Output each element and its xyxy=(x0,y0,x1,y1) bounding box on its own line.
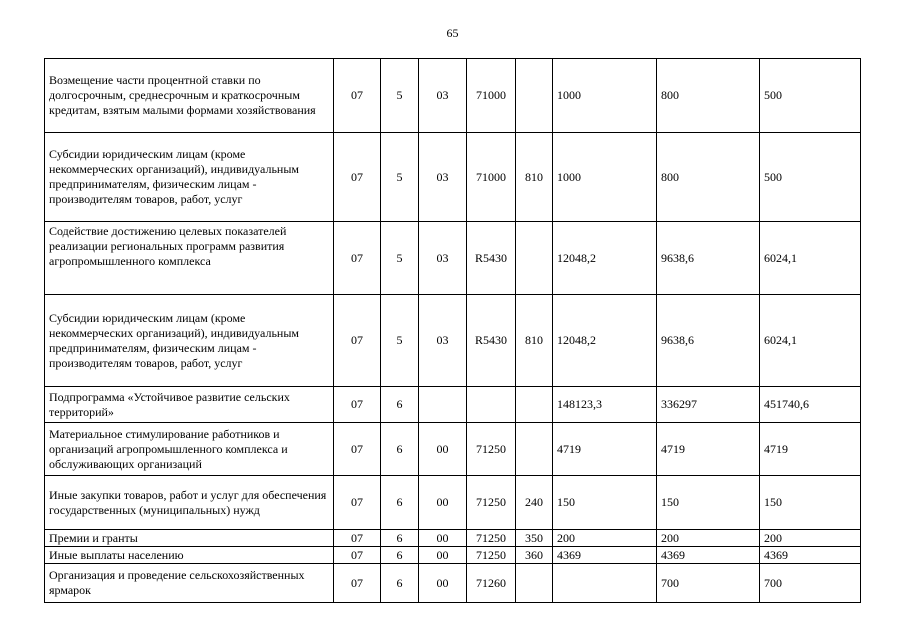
year1-amount: 1000 xyxy=(553,133,657,222)
expense-type-cell: 810 xyxy=(516,133,553,222)
budget-table xyxy=(44,58,861,603)
expense-type-cell: 240 xyxy=(516,476,553,530)
subsection-cell: 6 xyxy=(381,564,419,603)
section-cell: 07 xyxy=(334,295,381,387)
row-name: Субсидии юридическим лицам (кроме некоммерческих организаций), индивидуальным предпринимателям, физическим лицам - производителям товаров, работ, услуг xyxy=(45,133,334,222)
year2-amount: 9638,6 xyxy=(657,222,760,295)
code-cell xyxy=(467,387,516,423)
section-cell: 07 xyxy=(334,387,381,423)
item-cell: 00 xyxy=(419,530,467,547)
year3-amount: 4369 xyxy=(760,547,861,564)
section-cell: 07 xyxy=(334,564,381,603)
row-name: Подпрограмма «Устойчивое развитие сельских территорий» xyxy=(45,387,334,423)
table-row xyxy=(45,476,861,530)
subsection-cell: 5 xyxy=(381,133,419,222)
row-name: Возмещение части процентной ставки по долгосрочным, среднесрочным и краткосрочным кредитам, взятым малыми формами хозяйствования xyxy=(45,59,334,133)
year3-amount: 6024,1 xyxy=(760,222,861,295)
year1-amount: 148123,3 xyxy=(553,387,657,423)
table-row xyxy=(45,133,861,222)
subsection-cell: 6 xyxy=(381,530,419,547)
item-cell: 03 xyxy=(419,222,467,295)
year2-amount: 4369 xyxy=(657,547,760,564)
year2-amount: 800 xyxy=(657,59,760,133)
year2-amount: 4719 xyxy=(657,423,760,476)
row-name: Субсидии юридическим лицам (кроме некоммерческих организаций), индивидуальным предпринимателям, физическим лицам - производителям товаров, работ, услуг xyxy=(45,295,334,387)
expense-type-cell xyxy=(516,387,553,423)
section-cell: 07 xyxy=(334,423,381,476)
expense-type-cell xyxy=(516,423,553,476)
item-cell: 03 xyxy=(419,295,467,387)
code-cell: 71260 xyxy=(467,564,516,603)
year1-amount: 200 xyxy=(553,530,657,547)
section-cell: 07 xyxy=(334,547,381,564)
code-cell: 71250 xyxy=(467,530,516,547)
table-row xyxy=(45,530,861,547)
code-cell: R5430 xyxy=(467,295,516,387)
subsection-cell: 5 xyxy=(381,222,419,295)
year3-amount: 4719 xyxy=(760,423,861,476)
year1-amount: 1000 xyxy=(553,59,657,133)
table-row xyxy=(45,59,861,133)
table-row xyxy=(45,222,861,295)
year3-amount: 200 xyxy=(760,530,861,547)
code-cell: 71000 xyxy=(467,133,516,222)
section-cell: 07 xyxy=(334,530,381,547)
item-cell xyxy=(419,387,467,423)
code-cell: 71000 xyxy=(467,59,516,133)
item-cell: 03 xyxy=(419,59,467,133)
year3-amount: 500 xyxy=(760,133,861,222)
row-name: Содействие достижению целевых показателей реализации региональных программ развития агропромышленного комплекса xyxy=(45,222,334,295)
section-cell: 07 xyxy=(334,222,381,295)
row-name: Организация и проведение сельскохозяйственных ярмарок xyxy=(45,564,334,603)
table-row xyxy=(45,547,861,564)
year2-amount: 336297 xyxy=(657,387,760,423)
item-cell: 00 xyxy=(419,547,467,564)
code-cell: R5430 xyxy=(467,222,516,295)
table-row xyxy=(45,387,861,423)
year3-amount: 500 xyxy=(760,59,861,133)
year3-amount: 451740,6 xyxy=(760,387,861,423)
row-name: Иные закупки товаров, работ и услуг для обеспечения государственных (муниципальных) нужд xyxy=(45,476,334,530)
subsection-cell: 5 xyxy=(381,59,419,133)
item-cell: 00 xyxy=(419,423,467,476)
expense-type-cell xyxy=(516,564,553,603)
code-cell: 71250 xyxy=(467,547,516,564)
row-name: Материальное стимулирование работников и организаций агропромышленного комплекса и обслуживающих организаций xyxy=(45,423,334,476)
subsection-cell: 5 xyxy=(381,295,419,387)
year1-amount: 4719 xyxy=(553,423,657,476)
section-cell: 07 xyxy=(334,476,381,530)
item-cell: 03 xyxy=(419,133,467,222)
expense-type-cell: 350 xyxy=(516,530,553,547)
section-cell: 07 xyxy=(334,133,381,222)
subsection-cell: 6 xyxy=(381,423,419,476)
page-number: 65 xyxy=(446,26,459,40)
year1-amount: 150 xyxy=(553,476,657,530)
subsection-cell: 6 xyxy=(381,387,419,423)
table-row xyxy=(45,295,861,387)
year1-amount: 12048,2 xyxy=(553,295,657,387)
year1-amount xyxy=(553,564,657,603)
year3-amount: 6024,1 xyxy=(760,295,861,387)
row-name: Премии и гранты xyxy=(45,530,334,547)
code-cell: 71250 xyxy=(467,476,516,530)
expense-type-cell: 810 xyxy=(516,295,553,387)
item-cell: 00 xyxy=(419,564,467,603)
year2-amount: 200 xyxy=(657,530,760,547)
item-cell: 00 xyxy=(419,476,467,530)
year3-amount: 700 xyxy=(760,564,861,603)
section-cell: 07 xyxy=(334,59,381,133)
subsection-cell: 6 xyxy=(381,547,419,564)
expense-type-cell xyxy=(516,222,553,295)
expense-type-cell xyxy=(516,59,553,133)
year1-amount: 12048,2 xyxy=(553,222,657,295)
year2-amount: 150 xyxy=(657,476,760,530)
subsection-cell: 6 xyxy=(381,476,419,530)
table-row xyxy=(45,423,861,476)
year2-amount: 700 xyxy=(657,564,760,603)
year2-amount: 9638,6 xyxy=(657,295,760,387)
year1-amount: 4369 xyxy=(553,547,657,564)
year3-amount: 150 xyxy=(760,476,861,530)
year2-amount: 800 xyxy=(657,133,760,222)
row-name: Иные выплаты населению xyxy=(45,547,334,564)
expense-type-cell: 360 xyxy=(516,547,553,564)
code-cell: 71250 xyxy=(467,423,516,476)
table-row xyxy=(45,564,861,603)
